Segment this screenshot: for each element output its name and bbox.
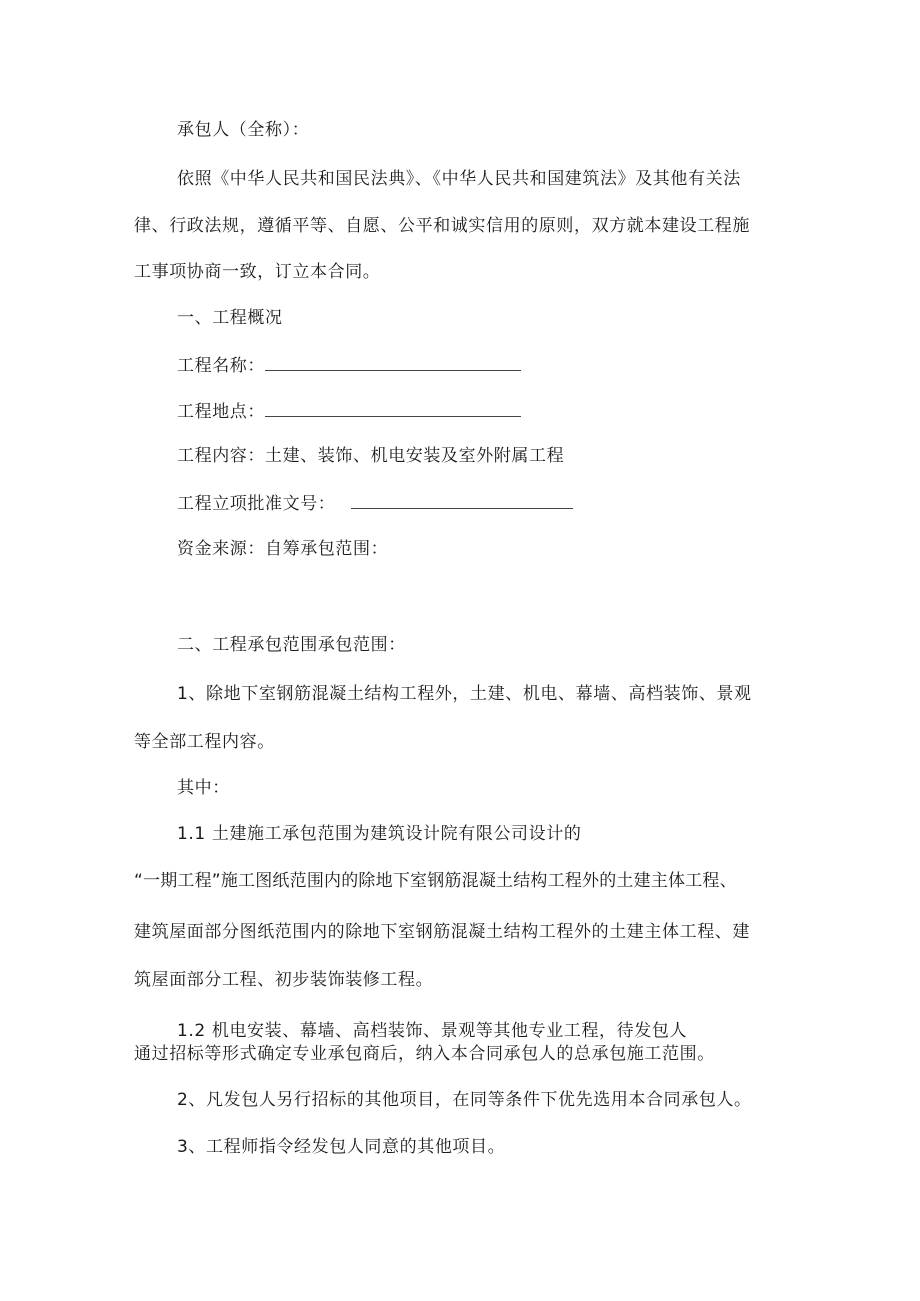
item1-line: 等全部工程内容。 <box>134 732 275 752</box>
project-name-row <box>177 354 521 377</box>
item1-1-line: “一期工程”施工图纸范围内的除地下室钢筋混凝土结构工程外的土建主体工程、 <box>134 871 737 891</box>
section1-heading: 一、工程概况 <box>177 308 283 328</box>
funding-source: 资金来源：自筹承包范围： <box>177 539 389 559</box>
among-label: 其中： <box>177 778 230 798</box>
project-location-blank <box>265 400 521 417</box>
project-name-blank <box>265 354 521 371</box>
project-name-label: 工程名称： <box>177 356 265 376</box>
item1-1-line: 筑屋面部分工程、初步装饰装修工程。 <box>134 970 434 990</box>
project-location-row <box>177 400 521 423</box>
contractor-heading: 承包人（全称）： <box>177 120 310 140</box>
item1-1-line: 1.1 土建施工承包范围为建筑设计院有限公司设计的 <box>177 824 582 844</box>
approval-number-row <box>177 492 573 515</box>
approval-number-label: 工程立项批准文号： <box>177 494 336 514</box>
preamble-line: 律、行政法规，遵循平等、自愿、公平和诚实信用的原则，双方就本建设工程施 <box>134 216 750 236</box>
preamble-line: 工事项协商一致，订立本合同。 <box>134 262 381 282</box>
item1-line: 1、除地下室钢筋混凝土结构工程外，土建、机电、幕墙、高档装饰、景观 <box>177 684 752 704</box>
project-content: 工程内容：土建、装饰、机电安装及室外附属工程 <box>177 446 565 466</box>
item3: 3、工程师指令经发包人同意的其他项目。 <box>177 1137 506 1157</box>
item1-1-line: 建筑屋面部分图纸范围内的除地下室钢筋混凝土结构工程外的土建主体工程、建 <box>134 922 750 942</box>
project-location-label: 工程地点： <box>177 402 265 422</box>
section2-heading: 二、工程承包范围承包范围： <box>177 635 406 655</box>
item1-2-line: 通过招标等形式确定专业承包商后，纳入本合同承包人的总承包施工范围。 <box>134 1044 715 1064</box>
preamble-line: 依照《中华人民共和国民法典》、《中华人民共和国建筑法》及其他有关法 <box>177 169 741 189</box>
approval-number-blank <box>351 492 573 509</box>
item2: 2、凡发包人另行招标的其他项目，在同等条件下优先选用本合同承包人。 <box>177 1090 752 1110</box>
item1-2-line: 1.2 机电安装、幕墙、高档装饰、景观等其他专业工程，待发包人 <box>177 1021 688 1041</box>
